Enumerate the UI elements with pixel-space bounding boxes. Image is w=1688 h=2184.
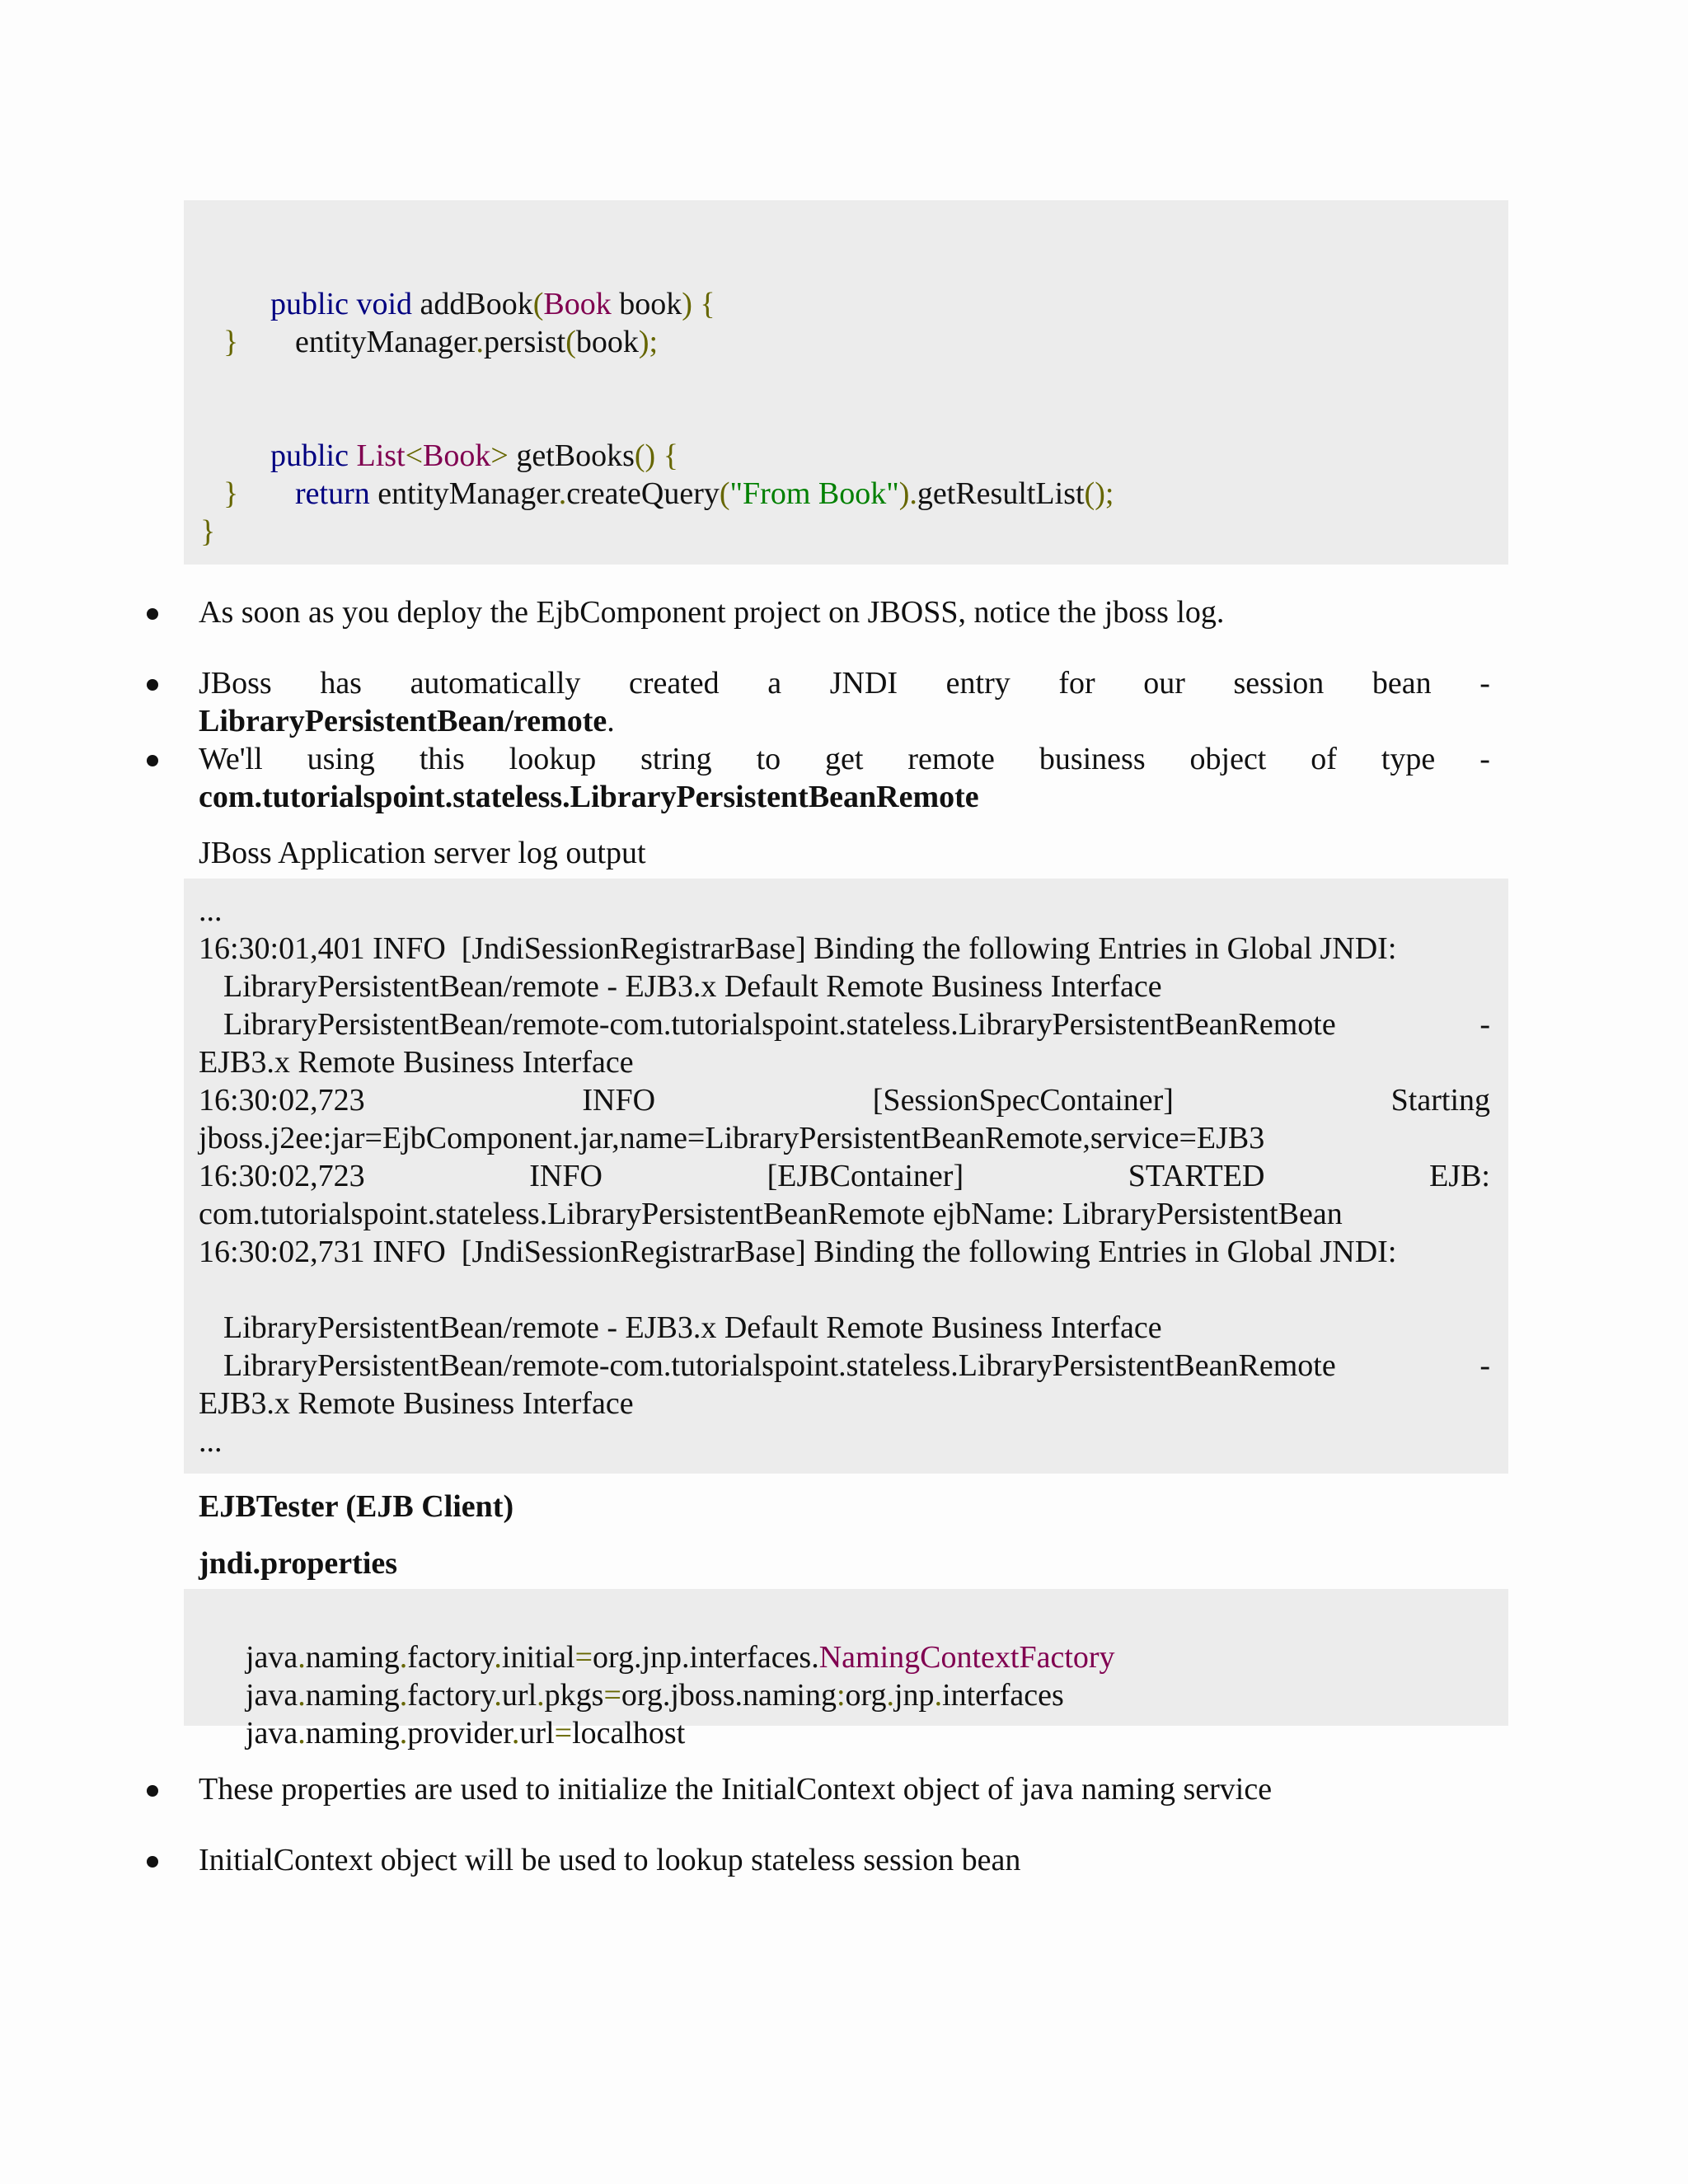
log-line: [223, 1005, 1490, 1043]
bullet-text: These properties are used to initialize the InitialContext object of java naming service: [199, 1772, 1273, 1807]
code-token: Book: [423, 438, 491, 473]
prop-token: .: [298, 1678, 306, 1713]
code-line: }: [200, 514, 216, 549]
prop-token: .: [537, 1678, 545, 1713]
code-token: >: [490, 438, 509, 473]
word: lookup: [509, 742, 597, 776]
word: created: [628, 666, 720, 701]
word: object: [1189, 742, 1267, 776]
code-token: () {: [634, 438, 678, 473]
prop-token: naming: [305, 1716, 400, 1750]
log-caption: JBoss Application server log output: [199, 836, 646, 870]
bullet-icon: [147, 1785, 158, 1797]
prop-token: .: [934, 1678, 943, 1713]
word: JBoss: [199, 666, 272, 701]
prop-token: url: [501, 1678, 537, 1713]
prop-token: interfaces: [942, 1678, 1064, 1713]
log-text: LibraryPersistentBean/remote-com.tutorialspoint.stateless.LibraryPersistentBeanRemote: [223, 1007, 1336, 1042]
properties-block: [184, 1589, 1508, 1750]
word: for: [1058, 666, 1095, 701]
code-token: persist: [483, 325, 566, 359]
prop-token: .: [511, 1716, 520, 1750]
log-text: LibraryPersistentBean/remote-com.tutorialspoint.stateless.LibraryPersistentBeanRemote: [223, 1348, 1336, 1383]
word: session: [1233, 666, 1325, 701]
log-word: STARTED: [1128, 1159, 1265, 1193]
word: has: [320, 666, 362, 701]
code-line: [248, 437, 1114, 511]
log-line: jboss.j2ee:jar=EjbComponent.jar,name=LibraryPersistentBeanRemote,service=EJB3: [199, 1121, 1265, 1155]
prop-token: .: [399, 1678, 408, 1713]
jndi-name: LibraryPersistentBean/remote: [199, 704, 607, 738]
log-word: 16:30:02,723: [199, 1083, 365, 1118]
code-line: [248, 285, 659, 359]
code-token: );: [638, 325, 659, 359]
word: our: [1143, 666, 1185, 701]
log-line: ...: [199, 1424, 223, 1459]
bullet-text: As soon as you deploy the EjbComponent project on JBOSS, notice the jboss log.: [199, 595, 1225, 630]
log-line: 16:30:02,731 INFO [JndiSessionRegistrarBase] Binding the following Entries in Global JNDI:: [199, 1235, 1397, 1269]
prop-token: .: [399, 1640, 408, 1675]
word: automatically: [410, 666, 581, 701]
word: remote: [907, 742, 995, 776]
word: using: [307, 742, 375, 776]
bullet-text-justified: [199, 740, 1490, 778]
prop-token: NamingContextFactory: [818, 1640, 1115, 1675]
code-token: (: [565, 325, 576, 359]
bullet-text: com.tutorialspoint.stateless.LibraryPersistentBeanRemote: [199, 780, 979, 814]
word: this: [419, 742, 465, 776]
code-token: entityManager: [369, 476, 559, 511]
prop-token: =: [574, 1640, 593, 1675]
file-heading: jndi.properties: [199, 1546, 398, 1581]
code-token: entityManager: [295, 325, 476, 359]
code-token: ) {: [682, 287, 715, 321]
property-line: [199, 1601, 1115, 1675]
log-line: EJB3.x Remote Business Interface: [199, 1386, 634, 1421]
prop-token: org: [845, 1678, 887, 1713]
log-word: 16:30:02,723: [199, 1159, 365, 1193]
section-heading: EJBTester (EJB Client): [199, 1489, 514, 1524]
prop-token: naming: [305, 1678, 400, 1713]
bullet-icon: [147, 755, 158, 766]
code-token: List: [348, 438, 406, 473]
code-token: book: [611, 287, 682, 321]
word: business: [1039, 742, 1146, 776]
word: type: [1381, 742, 1436, 776]
prop-token: factory: [407, 1678, 495, 1713]
log-line: [199, 1157, 1490, 1195]
code-line: }: [223, 325, 239, 359]
word: entry: [945, 666, 1010, 701]
prop-token: :: [836, 1678, 846, 1713]
bullet-icon: [147, 679, 158, 691]
log-line: com.tutorialspoint.stateless.LibraryPersistentBeanRemote ejbName: LibraryPersistentBean: [199, 1197, 1343, 1231]
log-line: 16:30:01,401 INFO [JndiSessionRegistrarBase] Binding the following Entries in Global JNDI:: [199, 931, 1397, 966]
word: a: [767, 666, 782, 701]
log-block: [184, 879, 1508, 1474]
property-line: [199, 1638, 1064, 1713]
word: string: [640, 742, 712, 776]
code-token: .: [476, 325, 484, 359]
bullet-icon: [147, 1856, 158, 1868]
prop-token: factory: [407, 1640, 495, 1675]
code-token: (: [532, 287, 544, 321]
prop-token: org.jboss.naming: [621, 1678, 837, 1713]
word: bean: [1372, 666, 1432, 701]
prop-token: .: [494, 1640, 502, 1675]
prop-token: localhost: [572, 1716, 686, 1750]
prop-token: =: [603, 1678, 621, 1713]
word: JNDI: [829, 666, 898, 701]
code-token: return: [295, 476, 370, 511]
word: of: [1311, 742, 1337, 776]
property-line: [199, 1676, 686, 1750]
prop-token: =: [554, 1716, 573, 1750]
log-line: ...: [199, 893, 223, 928]
code-line: [223, 399, 678, 473]
code-token: Book: [543, 287, 612, 321]
log-word: INFO: [529, 1159, 603, 1193]
word: -: [1479, 742, 1490, 776]
prop-token: java: [246, 1678, 298, 1713]
prop-token: org.jnp.interfaces.: [593, 1640, 819, 1675]
log-word: INFO: [582, 1083, 656, 1118]
code-token: getResultList: [917, 476, 1085, 511]
code-token: (: [719, 476, 730, 511]
log-text: -: [1479, 1348, 1490, 1383]
code-token: "From Book": [729, 476, 899, 511]
prop-token: pkgs: [544, 1678, 604, 1713]
prop-token: url: [519, 1716, 555, 1750]
bullet-text: [199, 702, 615, 740]
code-line: [223, 247, 715, 321]
bullet-text-justified: [199, 664, 1490, 702]
prop-token: naming: [305, 1640, 400, 1675]
log-line: [199, 1081, 1490, 1119]
code-token: <: [405, 438, 424, 473]
code-line: }: [223, 476, 239, 511]
code-token: getBooks: [508, 438, 635, 473]
code-token: ();: [1084, 476, 1114, 511]
prop-token: .: [494, 1678, 502, 1713]
code-token: addBook: [412, 287, 533, 321]
prop-token: java: [246, 1716, 298, 1750]
word: -: [1479, 666, 1490, 701]
log-line: [223, 1347, 1490, 1385]
log-word: Starting: [1390, 1083, 1490, 1118]
code-token: ).: [898, 476, 917, 511]
log-word: [SessionSpecContainer]: [872, 1083, 1174, 1118]
prop-token: provider: [407, 1716, 512, 1750]
code-token: public: [270, 438, 349, 473]
prop-token: .: [298, 1640, 306, 1675]
word: We'll: [199, 742, 263, 776]
prop-token: .: [399, 1716, 408, 1750]
log-text: -: [1479, 1007, 1490, 1042]
code-token: .: [558, 476, 567, 511]
code-token: public void: [270, 287, 413, 321]
prop-token: initial: [501, 1640, 575, 1675]
log-line: EJB3.x Remote Business Interface: [199, 1045, 634, 1080]
punct: .: [607, 704, 615, 738]
prop-token: jnp: [894, 1678, 935, 1713]
code-block: [184, 200, 1508, 565]
word: to: [756, 742, 781, 776]
log-word: [EJBContainer]: [767, 1159, 964, 1193]
prop-token: .: [298, 1716, 306, 1750]
code-token: createQuery: [566, 476, 720, 511]
code-token: book: [575, 325, 639, 359]
prop-token: .: [886, 1678, 894, 1713]
log-line: LibraryPersistentBean/remote - EJB3.x Default Remote Business Interface: [223, 1310, 1162, 1345]
word: get: [825, 742, 864, 776]
log-line: LibraryPersistentBean/remote - EJB3.x Default Remote Business Interface: [223, 969, 1162, 1004]
log-word: EJB:: [1429, 1159, 1490, 1193]
bullet-text: InitialContext object will be used to lookup stateless session bean: [199, 1843, 1021, 1877]
prop-token: java: [246, 1640, 298, 1675]
bullet-icon: [147, 608, 158, 620]
